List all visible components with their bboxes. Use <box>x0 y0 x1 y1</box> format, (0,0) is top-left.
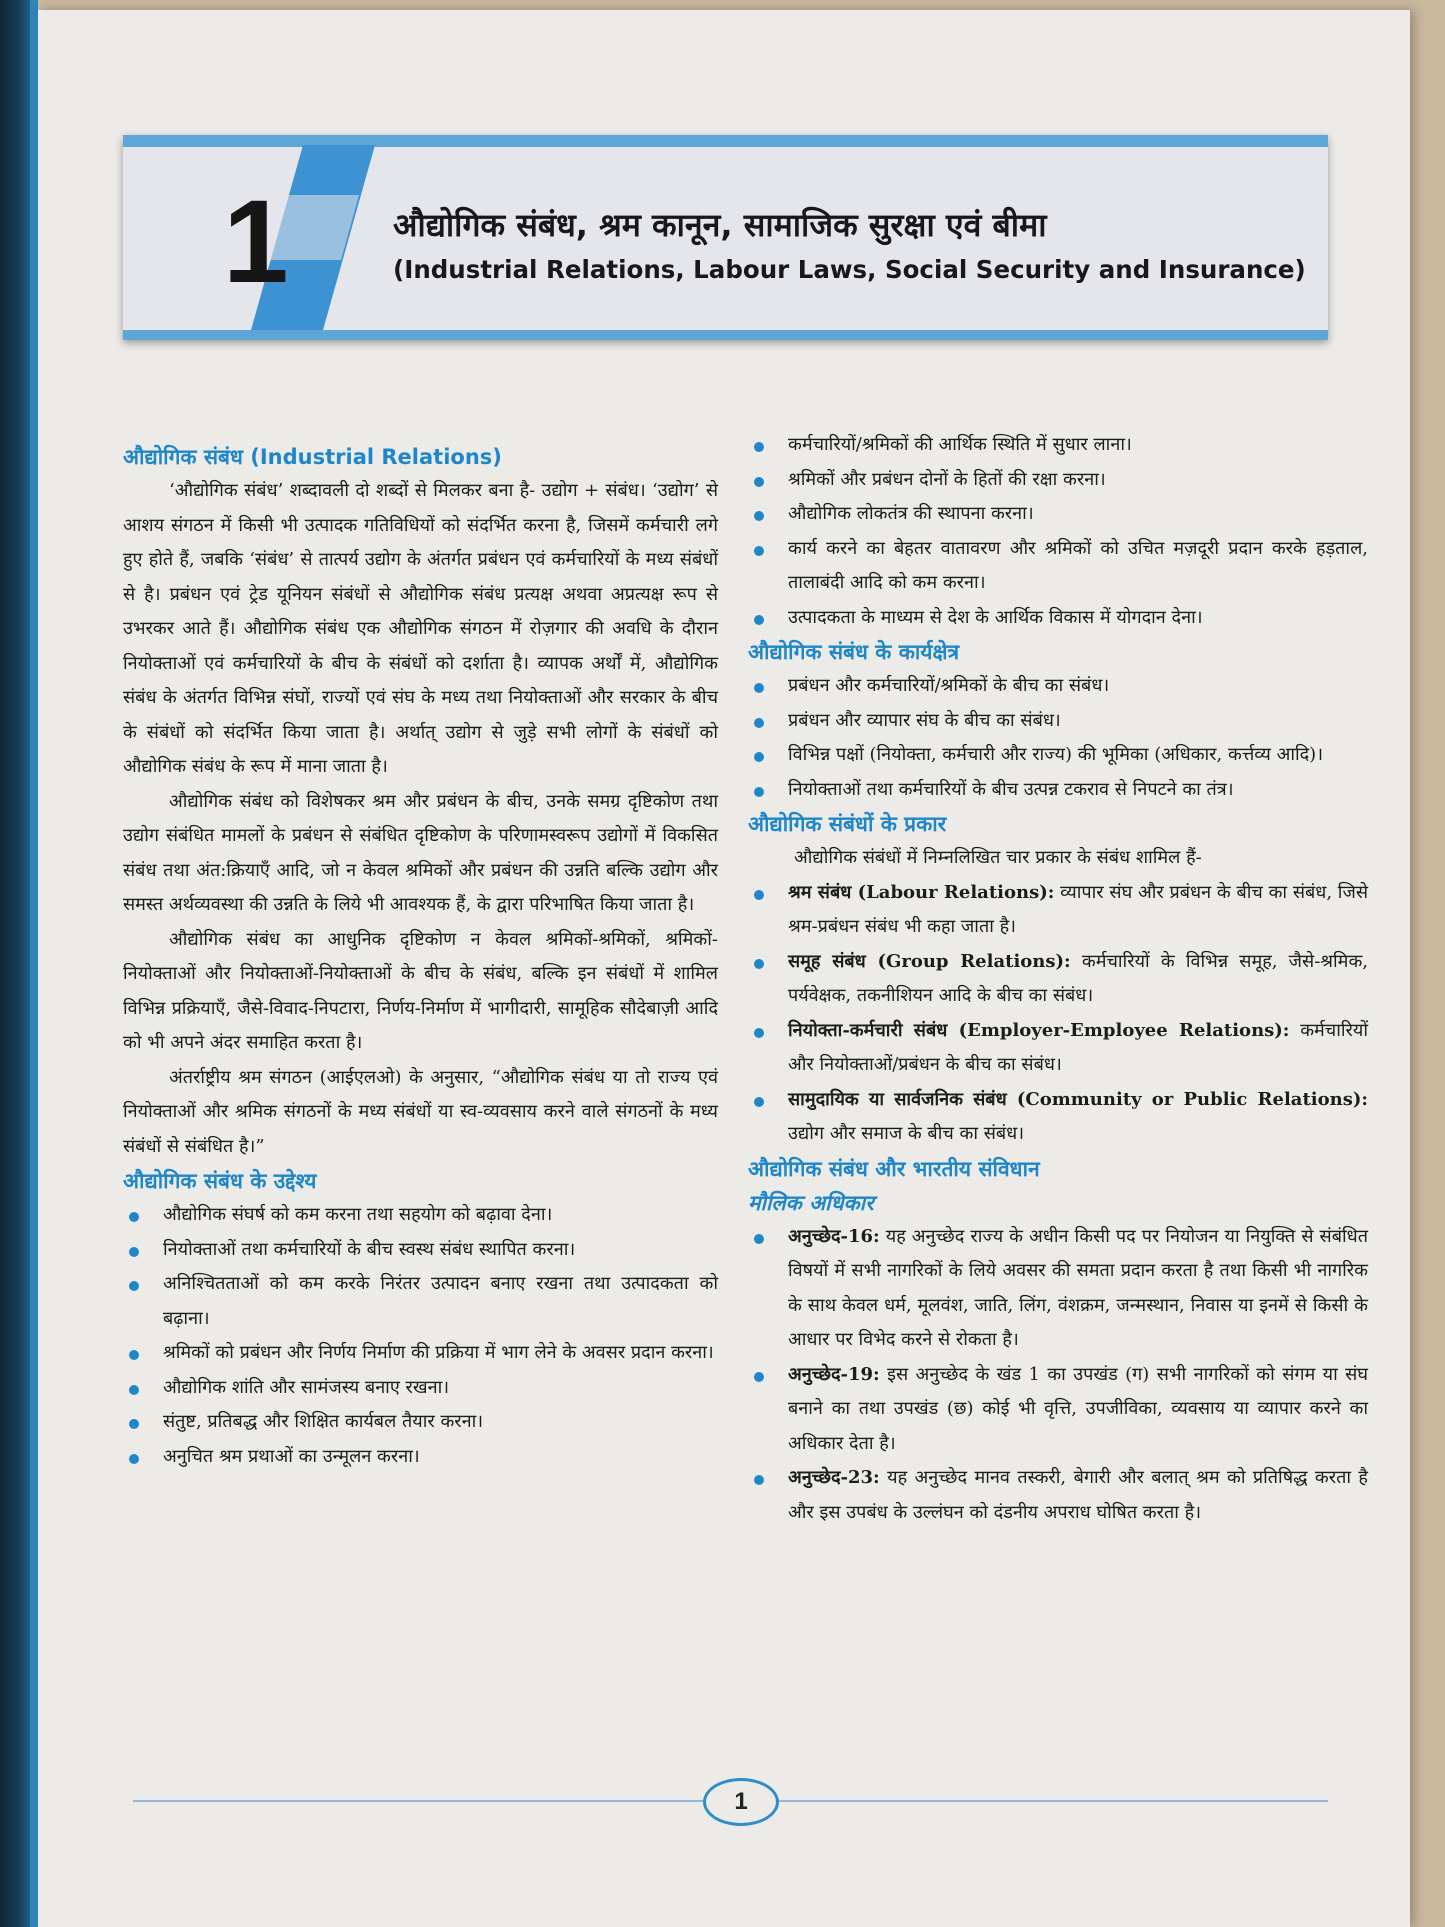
paragraph-definition: ‘औद्योगिक संबंध’ शब्दावली दो शब्दों से मिलकर बना है- उद्योग + संबंध। ‘उद्योग’ से आशय संगठन में किसी भी उत्पादक गतिविधियों को संदर्भित करना है, जिसमें कर्मचारी लगे हुए होते हैं, जबकि ‘संबंध’ से तात्पर्य उद्योग के अंतर्गत प्रबंधन एवं कर्मचारियों के मध्य संबंधों से है। प्रबंधन एवं ट्रेड यूनियन संबंधों से औद्योगिक संबंध प्रत्यक्ष अथवा अप्रत्यक्ष रूप से उभरकर आते हैं। औद्योगिक संबंध एक औद्योगिक संगठन में रोज़गार की अवधि के दौरान नियोक्ताओं एवं कर्मचारियों के बीच के संबंधों को दर्शाता है। व्यापक अर्थों में, औद्योगिक संबंध के अंतर्गत विभिन्न संघों, राज्यों एवं संघ के मध्य तथा नियोक्ताओं और सरकार के बीच के संबंधों को संदर्भित किया जाता है। अर्थात् उद्योग से जुड़े सभी लोगों के संबंधों को औद्योगिक संबंध के रूप में माना जाता है। <box>123 480 718 777</box>
article-description: यह अनुच्छेद मानव तस्करी, बेगारी और बलात् श्रम को प्रतिषिद्ध करता है और इस उपबंध के उल्लंघन को दंडनीय अपराध घोषित करता है। <box>788 1467 1368 1523</box>
scope-list <box>748 669 1368 807</box>
type-description: कर्मचारियों के विभिन्न समूह, जैसे-श्रमिक, पर्यवेक्षक, तकनीशियन आदि के बीच का संबंध। <box>788 950 1368 1006</box>
list-item: नियोक्ताओं तथा कर्मचारियों के बीच उत्पन्न टकराव से निपटने का तंत्र। <box>748 773 1368 808</box>
article-description: इस अनुच्छेद के खंड 1 का उपखंड (ग) सभी नागरिकों को संगम या संघ बनाने का तथा उपखंड (छ) कोई भी वृत्ति, उपजीविका, व्यवसाय या व्यापार करने का अधिकार देता है। <box>788 1363 1368 1454</box>
heading-types: औद्योगिक संबंधों के प्रकार <box>748 812 947 836</box>
list-item: प्रबंधन और कर्मचारियों/श्रमिकों के बीच का संबंध। <box>748 669 1368 704</box>
list-item: कर्मचारियों/श्रमिकों की आर्थिक स्थिति में सुधार लाना। <box>748 428 1368 463</box>
article-term: अनुच्छेद-16: <box>788 1225 880 1247</box>
list-item: संतुष्ट, प्रतिबद्ध और शिक्षित कार्यबल तैयार करना। <box>123 1405 718 1440</box>
chapter-title-english: (Industrial Relations, Labour Laws, Social Security and Insurance) <box>393 255 1306 284</box>
article-term: अनुच्छेद-23: <box>788 1467 880 1488</box>
list-item <box>748 876 1368 945</box>
types-list <box>748 876 1368 1152</box>
heading-fundamental-rights: मौलिक अधिकार <box>748 1190 874 1215</box>
heading-industrial-relations: औद्योगिक संबंध (Industrial Relations) <box>123 445 502 469</box>
heading-objectives: औद्योगिक संबंध के उद्देश्य <box>123 1169 317 1193</box>
objectives-list-continued <box>748 428 1368 635</box>
chapter-header <box>123 135 1328 340</box>
list-item <box>748 1220 1368 1358</box>
paragraph-defined-by: औद्योगिक संबंध को विशेषकर श्रम और प्रबंधन के बीच, उनके समग्र दृष्टिकोण तथा उद्योग संबंधित मामलों के प्रबंधन से संबंधित दृष्टिकोण के परिणामस्वरूप उद्योगों में विकसित संबंध तथा अंत:क्रियाएँ आदि, जो न केवल श्रमिकों और प्रबंधन की उन्नति बल्कि उद्योग और समस्त अर्थव्यवस्था की उन्नति के लिये भी आवश्यक हैं, के द्वारा परिभाषित किया जाता है। <box>123 790 718 915</box>
right-column <box>748 428 1368 1530</box>
list-item: अनुचित श्रम प्रथाओं का उन्मूलन करना। <box>123 1440 718 1475</box>
list-item <box>748 1358 1368 1462</box>
list-item <box>748 1461 1368 1530</box>
list-item <box>748 1014 1368 1083</box>
list-item: प्रबंधन और व्यापार संघ के बीच का संबंध। <box>748 704 1368 739</box>
type-term: श्रम संबंध (Labour Relations): <box>788 881 1055 903</box>
articles-list <box>748 1220 1368 1531</box>
type-description: व्यापार संघ और प्रबंधन के बीच का संबंध, जिसे श्रम-प्रबंधन संबंध भी कहा जाता है। <box>788 881 1368 937</box>
page-number: 1 <box>703 1778 779 1826</box>
list-item: नियोक्ताओं तथा कर्मचारियों के बीच स्वस्थ संबंध स्थापित करना। <box>123 1233 718 1268</box>
heading-constitution: औद्योगिक संबंध और भारतीय संविधान <box>748 1156 1040 1181</box>
left-column <box>123 440 718 1474</box>
list-item: औद्योगिक शांति और सामंजस्य बनाए रखना। <box>123 1371 718 1406</box>
list-item: श्रमिकों और प्रबंधन दोनों के हितों की रक्षा करना। <box>748 463 1368 498</box>
type-description: उद्योग और समाज के बीच का संबंध। <box>788 1123 1025 1144</box>
book-spine-edge <box>30 0 38 1927</box>
type-description: कर्मचारियों और नियोक्ताओं/प्रबंधन के बीच का संबंध। <box>788 1019 1368 1075</box>
article-term: अनुच्छेद-19: <box>788 1363 880 1385</box>
list-item: कार्य करने का बेहतर वातावरण और श्रमिकों को उचित मज़दूरी प्रदान करके हड़ताल, तालाबंदी आदि को कम करना। <box>748 532 1368 601</box>
header-bottom-stripe <box>123 330 1328 340</box>
type-term: सामुदायिक या सार्वजनिक संबंध (Community or Public Relations): <box>788 1088 1368 1110</box>
list-item: श्रमिकों को प्रबंधन और निर्णय निर्माण की प्रक्रिया में भाग लेने के अवसर प्रदान करना। <box>123 1336 718 1371</box>
list-item: अनिश्चितताओं को कम करके निरंतर उत्पादन बनाए रखना तथा उत्पादकता को बढ़ाना। <box>123 1267 718 1336</box>
list-item: औद्योगिक लोकतंत्र की स्थापना करना। <box>748 497 1368 532</box>
type-term: समूह संबंध (Group Relations): <box>788 950 1071 972</box>
list-item: उत्पादकता के माध्यम से देश के आर्थिक विकास में योगदान देना। <box>748 601 1368 636</box>
paragraph-ilo-definition: अंतर्राष्ट्रीय श्रम संगठन (आईएलओ) के अनुसार, “औद्योगिक संबंध या तो राज्य एवं नियोक्ताओं और श्रमिक संगठनों के मध्य संबंधों या स्व-व्यवसाय करने वाले संगठनों के मध्य संबंधों से संबंधित है।” <box>123 1066 718 1157</box>
list-item <box>748 1083 1368 1152</box>
list-item: औद्योगिक संघर्ष को कम करना तथा सहयोग को बढ़ावा देना। <box>123 1198 718 1233</box>
chapter-number: 1 <box>223 176 289 308</box>
types-intro: औद्योगिक संबंधों में निम्नलिखित चार प्रकार के संबंध शामिल हैं- <box>794 847 1202 868</box>
objectives-list <box>123 1198 718 1474</box>
book-spine <box>0 0 30 1927</box>
article-description: यह अनुच्छेद राज्य के अधीन किसी पद पर नियोजन या नियुक्ति से संबंधित विषयों में सभी नागरिकों के लिये अवसर की समता प्रदान करता है तथा किसी भी नागरिक के साथ केवल धर्म, मूलवंश, जाति, लिंग, वंशक्रम, जन्मस्थान, निवास या इनमें से किसी के आधार पर विभेद करने से रोकता है। <box>788 1225 1368 1350</box>
paragraph-modern-view: औद्योगिक संबंध का आधुनिक दृष्टिकोण न केवल श्रमिकों-श्रमिकों, श्रमिकों-नियोक्ताओं और नियोक्ताओं-नियोक्ताओं के बीच के संबंध, बल्कि इन संबंधों में शामिल विभिन्न प्रक्रियाएँ, जैसे-विवाद-निपटारा, निर्णय-निर्माण में भागीदारी, सामूहिक सौदेबाज़ी आदि को भी अपने अंदर समाहित करता है। <box>123 928 718 1053</box>
heading-scope: औद्योगिक संबंध के कार्यक्षेत्र <box>748 640 960 664</box>
book-page <box>38 10 1410 1927</box>
list-item <box>748 945 1368 1014</box>
list-item: विभिन्न पक्षों (नियोक्ता, कर्मचारी और राज्य) की भूमिका (अधिकार, कर्त्तव्य आदि)। <box>748 738 1368 773</box>
type-term: नियोक्ता-कर्मचारी संबंध (Employer-Employee Relations): <box>788 1019 1290 1041</box>
chapter-title-hindi: औद्योगिक संबंध, श्रम कानून, सामाजिक सुरक्षा एवं बीमा <box>393 206 1047 244</box>
